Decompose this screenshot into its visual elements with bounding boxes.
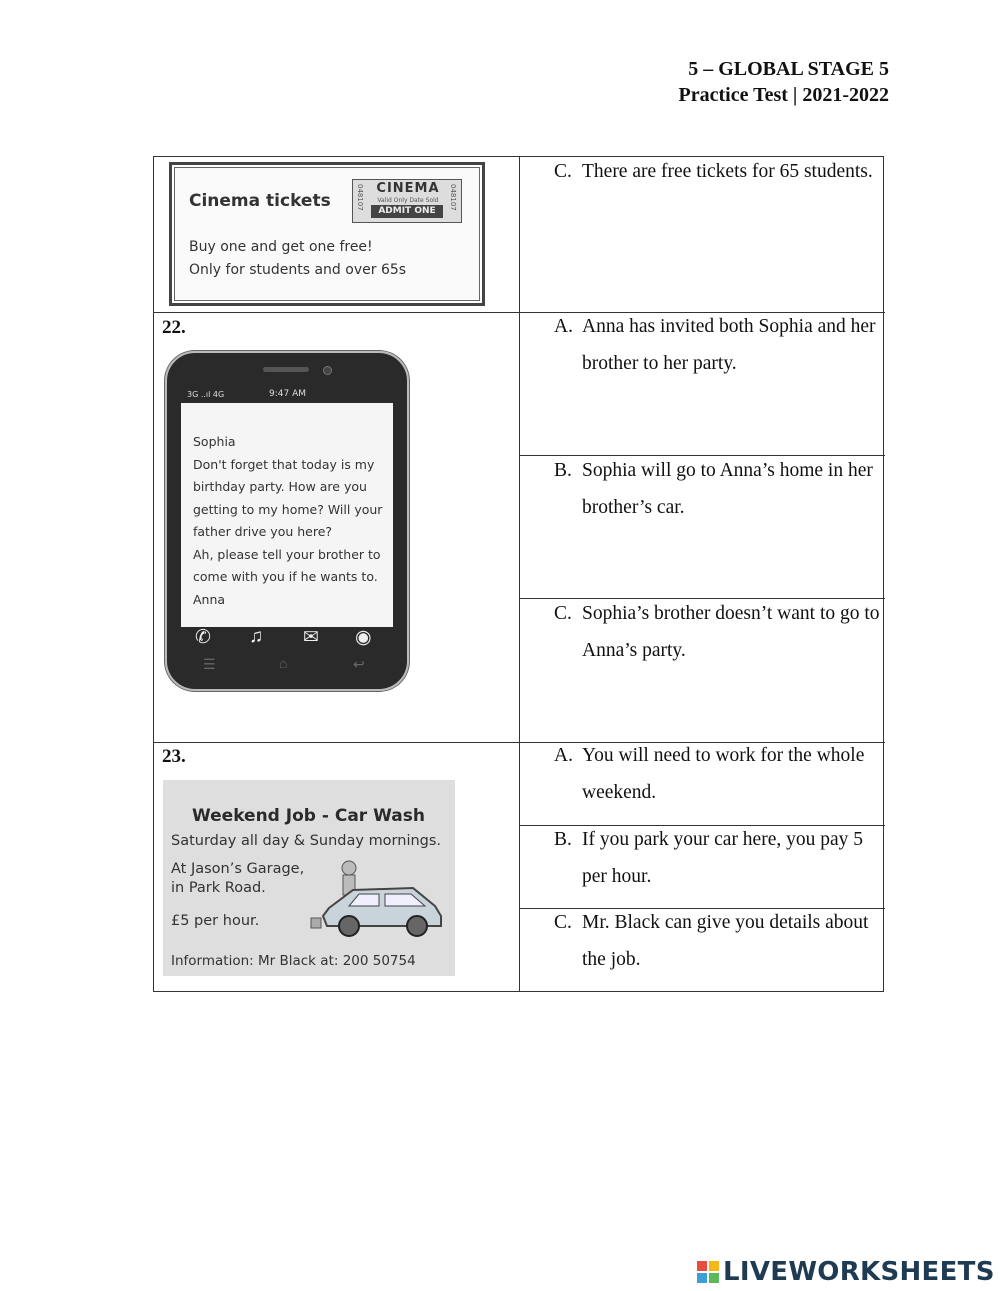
phone-nav-bar <box>181 657 393 677</box>
option-letter: C. <box>554 161 572 182</box>
option-letter: A. <box>554 316 573 337</box>
q23-option-a[interactable] <box>554 737 884 811</box>
phone-screen <box>181 403 393 627</box>
message-line: father drive you here? <box>193 524 333 539</box>
car-wash-location <box>171 860 304 898</box>
message-line: Don't forget that today is my <box>193 456 375 472</box>
message-line: Ah, please tell your brother to <box>193 546 381 562</box>
phone-message-image <box>165 351 409 691</box>
option-text: Anna has invited both Sophia and her brother to her party. <box>582 316 876 374</box>
back-icon: ↩ <box>353 658 365 673</box>
option-letter: B. <box>554 829 572 850</box>
message-line: Sophia <box>193 434 236 449</box>
phone-time: 9:47 AM <box>269 389 306 399</box>
ticket-cinema-word: CINEMA <box>376 181 440 196</box>
cinema-ad-title: Cinema tickets <box>189 191 331 211</box>
q23-option-c[interactable] <box>554 904 884 978</box>
questions-table <box>153 156 884 992</box>
car-wash-road: in Park Road. <box>171 880 266 896</box>
option-letter: A. <box>554 745 573 766</box>
message-line: Anna <box>193 591 226 607</box>
phone-call-icon: ✆ <box>195 627 211 648</box>
page-header <box>679 56 889 108</box>
car-wash-contact: Information: Mr Black at: 200 50754 <box>171 953 416 969</box>
column-divider <box>519 157 520 991</box>
q22-option-c[interactable] <box>554 595 884 669</box>
liveworksheets-logo-icon <box>697 1261 719 1283</box>
car-wash-title: Weekend Job - Car Wash <box>192 806 425 826</box>
message-line: birthday party. How are you <box>193 479 367 494</box>
car-wash-pay: £5 per hour. <box>171 913 260 929</box>
liveworksheets-logo[interactable] <box>697 1257 995 1287</box>
home-icon: ⌂ <box>279 657 288 672</box>
q21-option-c[interactable] <box>554 153 884 190</box>
car-wash-job-ad <box>163 780 455 976</box>
option-letter: C. <box>554 912 572 933</box>
header-test-year: Practice Test | 2021-2022 <box>678 84 889 106</box>
cinema-ad-offer: Buy one and get one free! <box>189 239 373 255</box>
signal-icon: 3G ..ıl 4G <box>187 390 225 399</box>
admit-one-ticket-image <box>352 179 462 223</box>
message-line: come with you if he wants to. <box>193 569 378 584</box>
q22-option-b[interactable] <box>554 452 884 526</box>
liveworksheets-wordmark: LIVEWORKSHEETS <box>723 1257 995 1287</box>
question-number-23: 23. <box>162 746 186 767</box>
phone-camera <box>323 366 332 375</box>
q22-option-a[interactable] <box>554 308 884 382</box>
cinema-ticket-ad <box>169 162 485 306</box>
ticket-admit-one: ADMIT ONE <box>371 205 443 218</box>
car-wash-days: Saturday all day & Sunday mornings. <box>171 833 442 849</box>
option-letter: C. <box>554 603 572 624</box>
q23-option-b[interactable] <box>554 821 884 895</box>
option-letter: B. <box>554 460 572 481</box>
header-stage: 5 – GLOBAL STAGE 5 <box>688 58 889 80</box>
music-icon: ♫ <box>249 626 264 647</box>
option-text: Sophia will go to Anna’s home in her brother’s car. <box>582 460 873 518</box>
cinema-ad-condition: Only for students and over 65s <box>189 262 407 278</box>
mail-icon: ✉ <box>303 627 319 648</box>
phone-dock <box>181 623 393 653</box>
text-message <box>193 431 382 611</box>
ticket-serial-right: 048107 <box>449 184 457 211</box>
ticket-serial-left: 048107 <box>356 184 364 211</box>
option-text: Mr. Black can give you details about the job. <box>582 912 869 970</box>
phone-status-bar <box>181 388 391 402</box>
message-line: getting to my home? Will your <box>193 501 383 517</box>
option-text: If you park your car here, you pay 5 per hour. <box>582 829 864 887</box>
option-text: You will need to work for the whole weekend. <box>582 745 865 803</box>
menu-icon: ☰ <box>203 658 216 673</box>
phone-speaker <box>263 367 309 372</box>
car-wash-illustration-icon <box>309 856 447 938</box>
globe-icon: ◉ <box>355 627 372 648</box>
car-wash-garage: At Jason’s Garage, <box>171 861 305 877</box>
ticket-fine-print: Valid Only Date Sold <box>377 197 439 204</box>
question-number-22: 22. <box>162 317 186 338</box>
option-text: There are free tickets for 65 students. <box>582 161 873 182</box>
option-text: Sophia’s brother doesn’t want to go to Anna’s party. <box>582 603 880 661</box>
